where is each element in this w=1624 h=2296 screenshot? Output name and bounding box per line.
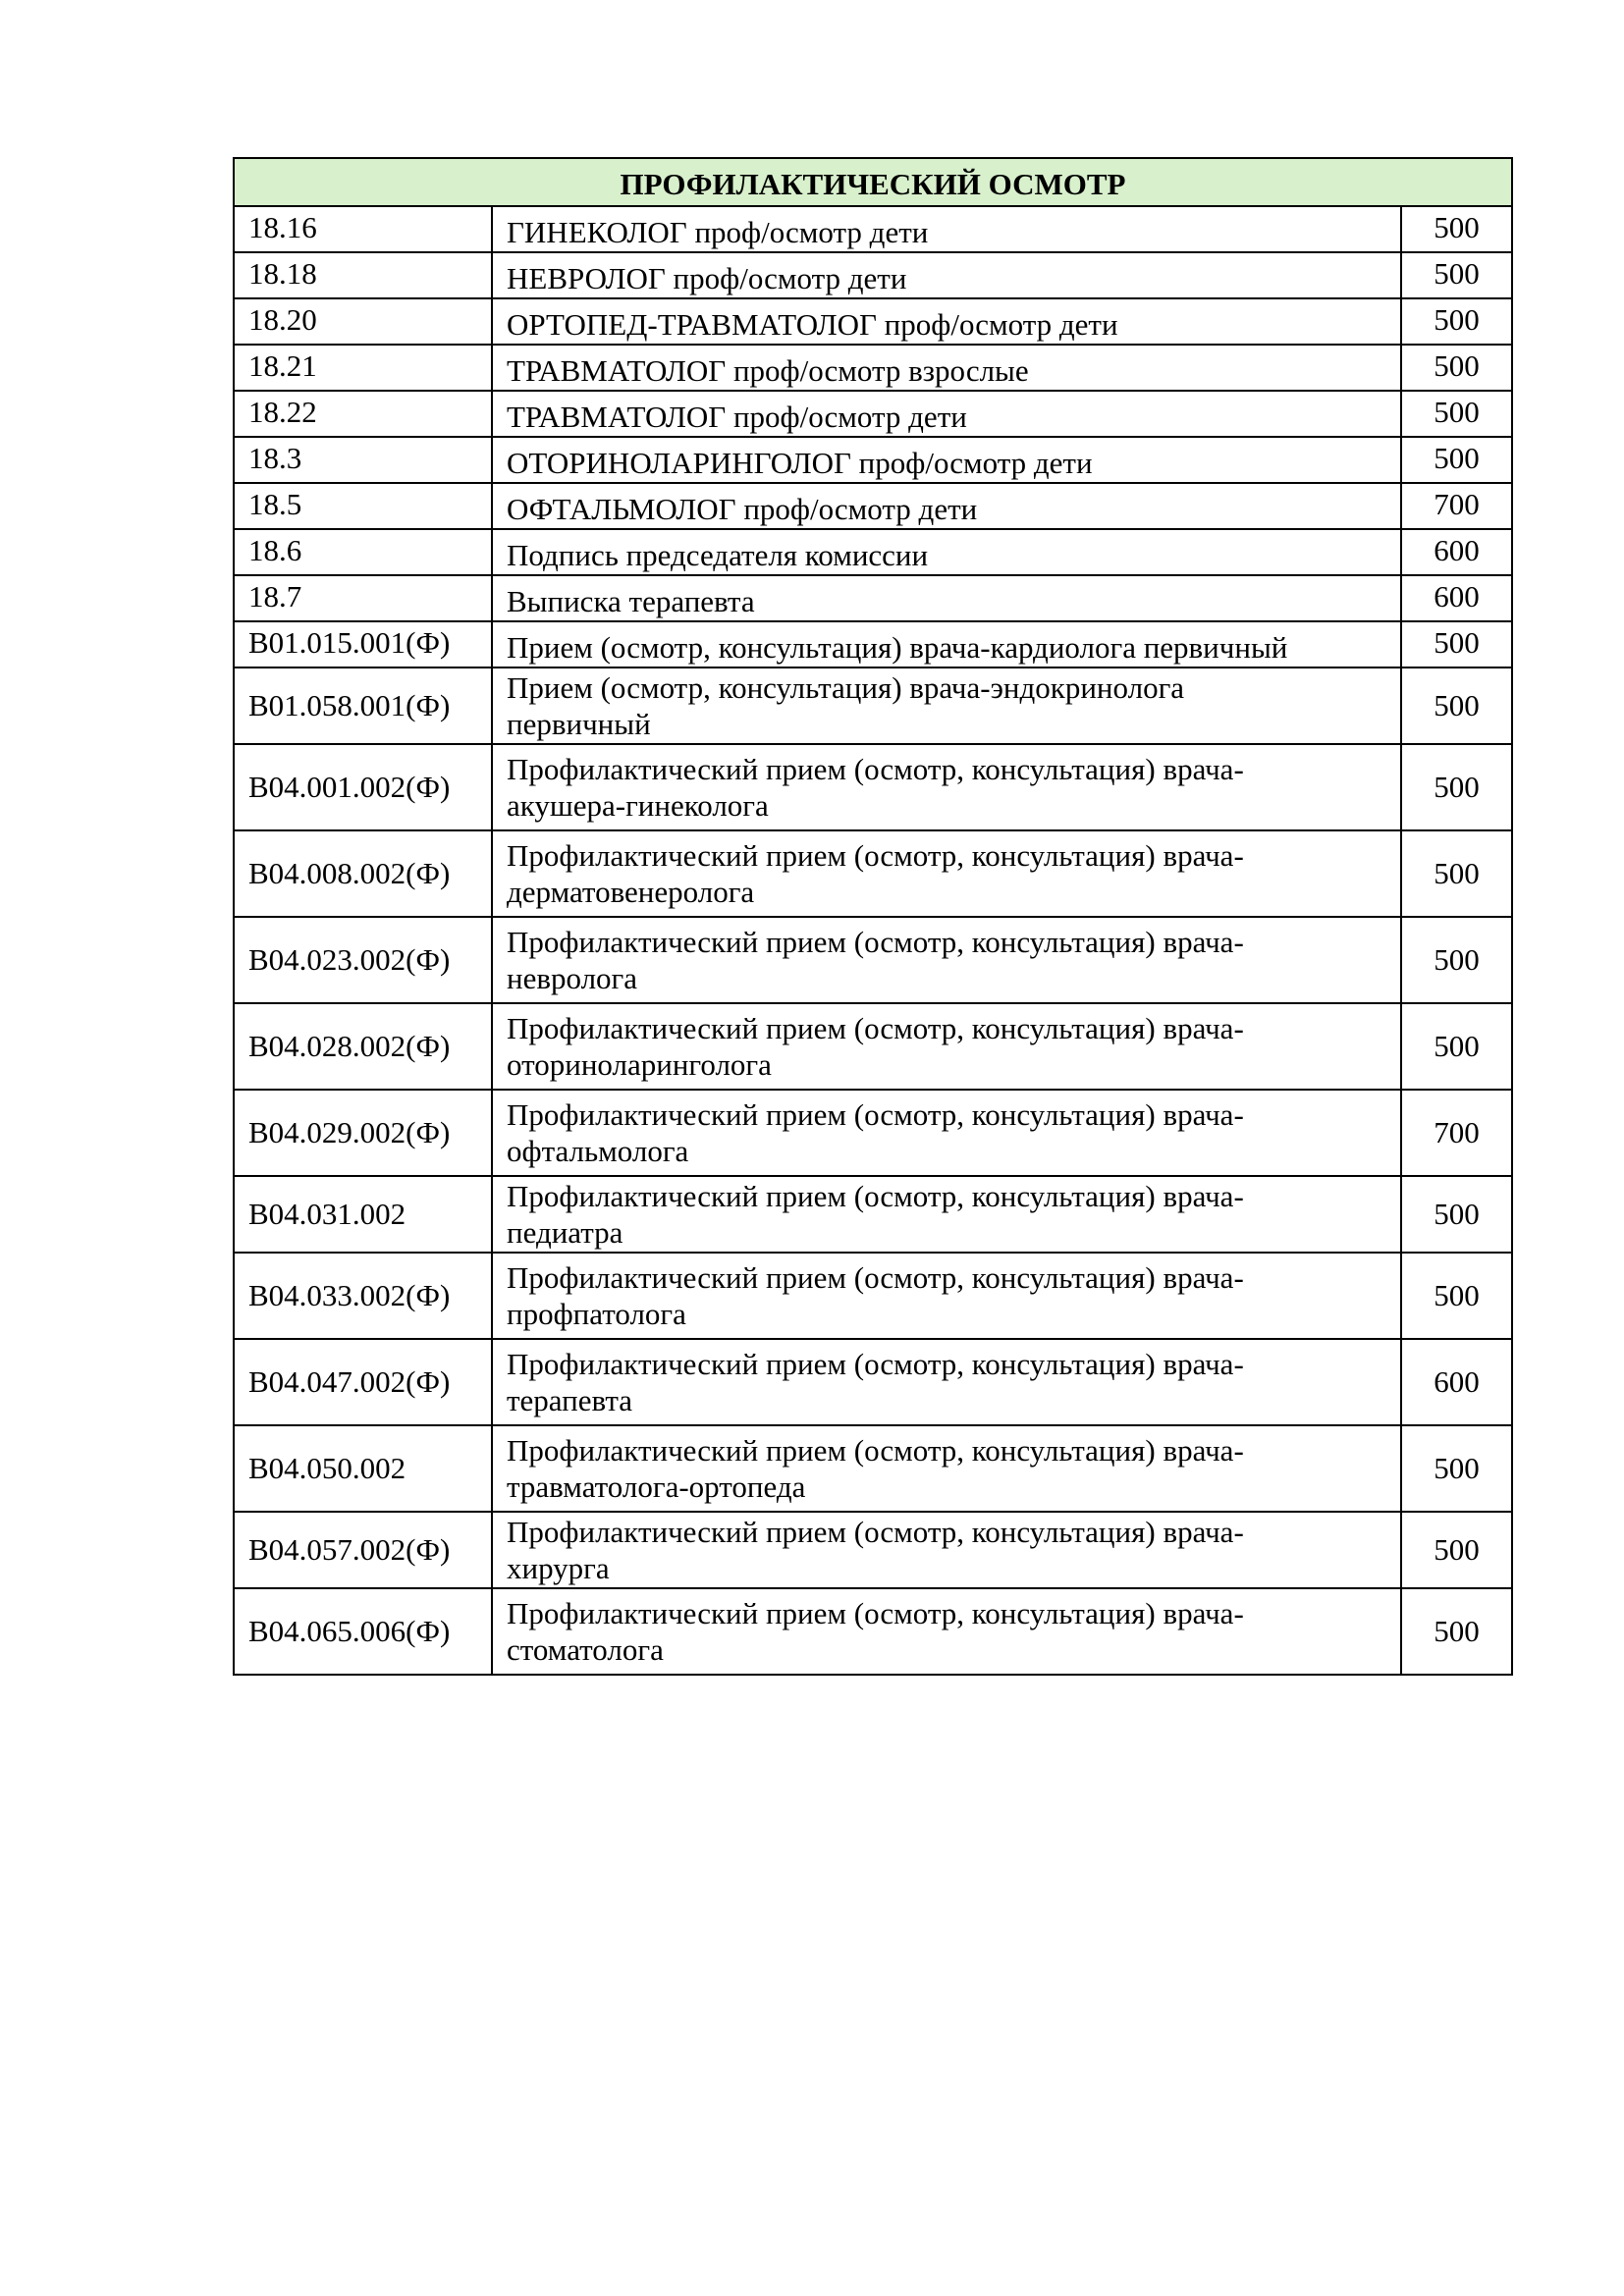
service-name: Подпись председателя комиссии [492,529,1401,575]
service-code: 18.18 [234,252,492,298]
service-name: ОФТАЛЬМОЛОГ проф/осмотр дети [492,483,1401,529]
service-name-line: оториноларинголога [507,1047,772,1082]
table-row [234,621,1512,667]
service-name-line: Профилактический прием (осмотр, консультация) врача- [507,1179,1244,1213]
service-price: 500 [1401,1588,1512,1675]
service-price: 500 [1401,206,1512,252]
service-name: ОТОРИНОЛАРИНГОЛОГ проф/осмотр дети [492,437,1401,483]
service-name: НЕВРОЛОГ проф/осмотр дети [492,252,1401,298]
table-row [234,1003,1512,1090]
service-price: 500 [1401,1176,1512,1253]
service-name [492,1176,1401,1253]
service-name: Прием (осмотр, консультация) врача-кардиолога первичный [492,621,1401,667]
service-price: 500 [1401,345,1512,391]
service-name: Выписка терапевта [492,575,1401,621]
service-price: 600 [1401,529,1512,575]
service-price: 700 [1401,483,1512,529]
table-row [234,667,1512,744]
table-row [234,1588,1512,1675]
service-name-line: профпатолога [507,1297,686,1331]
service-name-line: акушера-гинеколога [507,788,769,823]
service-name-line: Профилактический прием (осмотр, консультация) врача- [507,1596,1244,1630]
table-row [234,1512,1512,1588]
service-price: 500 [1401,1425,1512,1512]
service-code: В04.050.002 [234,1425,492,1512]
service-code: В04.008.002(Ф) [234,830,492,917]
service-price: 600 [1401,1339,1512,1425]
table-row [234,298,1512,345]
service-name [492,1339,1401,1425]
table-row [234,917,1512,1003]
service-price: 500 [1401,744,1512,830]
table-row [234,1176,1512,1253]
service-name [492,1512,1401,1588]
service-code: В04.028.002(Ф) [234,1003,492,1090]
service-code: 18.6 [234,529,492,575]
table-row [234,206,1512,252]
table-row [234,1253,1512,1339]
service-code: В01.058.001(Ф) [234,667,492,744]
price-table-container [233,157,1511,1676]
service-name: ТРАВМАТОЛОГ проф/осмотр взрослые [492,345,1401,391]
service-code: В01.015.001(Ф) [234,621,492,667]
service-name-line: Профилактический прием (осмотр, консультация) врача- [507,1097,1244,1132]
service-code: 18.16 [234,206,492,252]
service-name-line: травматолога-ортопеда [507,1469,806,1504]
service-price: 500 [1401,391,1512,437]
service-name-line: Профилактический прием (осмотр, консультация) врача- [507,752,1244,786]
service-price: 600 [1401,575,1512,621]
table-row [234,529,1512,575]
service-code: В04.001.002(Ф) [234,744,492,830]
service-code: В04.031.002 [234,1176,492,1253]
table-row [234,575,1512,621]
service-price: 500 [1401,917,1512,1003]
table-row [234,1339,1512,1425]
service-price: 500 [1401,621,1512,667]
service-name-line: Профилактический прием (осмотр, консультация) врача- [507,1347,1244,1381]
service-code: В04.047.002(Ф) [234,1339,492,1425]
service-code: В04.033.002(Ф) [234,1253,492,1339]
service-name-line: терапевта [507,1383,633,1417]
table-row [234,345,1512,391]
service-name-line: невролога [507,961,638,995]
service-name-line: Профилактический прием (осмотр, консультация) врача- [507,1515,1244,1549]
service-name-line: дерматовенеролога [507,875,755,909]
service-name: ТРАВМАТОЛОГ проф/осмотр дети [492,391,1401,437]
table-row [234,437,1512,483]
service-name [492,667,1401,744]
service-price: 500 [1401,437,1512,483]
service-name [492,1090,1401,1176]
service-price: 500 [1401,667,1512,744]
service-name-line: офтальмолога [507,1134,689,1168]
service-code: 18.7 [234,575,492,621]
service-name [492,830,1401,917]
service-code: В04.029.002(Ф) [234,1090,492,1176]
service-name [492,744,1401,830]
service-price: 500 [1401,252,1512,298]
service-name [492,917,1401,1003]
table-row [234,1425,1512,1512]
table-row [234,744,1512,830]
section-header-row [234,158,1512,206]
service-name-line: Профилактический прием (осмотр, консультация) врача- [507,1433,1244,1468]
service-code: В04.065.006(Ф) [234,1588,492,1675]
price-table [233,157,1513,1676]
service-name-line: стоматолога [507,1632,664,1667]
service-name-line: Профилактический прием (осмотр, консультация) врача- [507,838,1244,873]
section-title: ПРОФИЛАКТИЧЕСКИЙ ОСМОТР [234,158,1512,206]
service-code: 18.20 [234,298,492,345]
service-name-line: педиатра [507,1215,623,1250]
service-name-line: Прием (осмотр, консультация) врача-эндокринолога [507,670,1185,705]
service-name-line: Профилактический прием (осмотр, консультация) врача- [507,925,1244,959]
service-code: 18.3 [234,437,492,483]
service-price: 500 [1401,1003,1512,1090]
service-price: 500 [1401,830,1512,917]
service-price: 500 [1401,1512,1512,1588]
table-row [234,830,1512,917]
service-code: 18.21 [234,345,492,391]
table-row [234,1090,1512,1176]
service-price: 500 [1401,298,1512,345]
service-code: В04.057.002(Ф) [234,1512,492,1588]
service-name-line: Профилактический прием (осмотр, консультация) врача- [507,1260,1244,1295]
table-row [234,483,1512,529]
service-name [492,1425,1401,1512]
service-code: В04.023.002(Ф) [234,917,492,1003]
service-code: 18.22 [234,391,492,437]
service-name [492,1253,1401,1339]
service-price: 500 [1401,1253,1512,1339]
service-name [492,1588,1401,1675]
table-row [234,252,1512,298]
service-name-line: хирурга [507,1551,610,1585]
table-row [234,391,1512,437]
service-name-line: Профилактический прием (осмотр, консультация) врача- [507,1011,1244,1045]
service-code: 18.5 [234,483,492,529]
service-name: ГИНЕКОЛОГ проф/осмотр дети [492,206,1401,252]
service-name: ОРТОПЕД-ТРАВМАТОЛОГ проф/осмотр дети [492,298,1401,345]
service-name-line: первичный [507,707,651,741]
service-name [492,1003,1401,1090]
service-price: 700 [1401,1090,1512,1176]
